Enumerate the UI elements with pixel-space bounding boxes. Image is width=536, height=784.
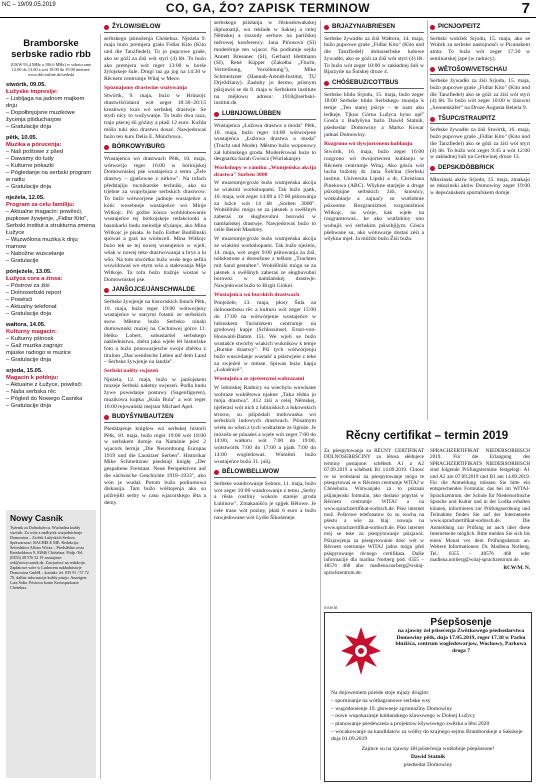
section-head-jansojce: JANŠOJCE/JÄNSCHWALDE — [104, 287, 206, 296]
ad-agenda-item: – planowanje pśedewześa a projektow kšywowego zwězka a lěto 2020 — [331, 721, 490, 728]
location-pin-icon — [214, 470, 219, 475]
column-4 — [430, 20, 530, 420]
ad-agenda-item: – wugódnośenje 19. głowneje zgromaźiny Domowiny — [331, 705, 453, 712]
schedule-item: – Gratulacije dnja — [6, 402, 52, 409]
schedule-item: – Dawamy do ludy — [6, 155, 54, 162]
section-head-tsupc: TŠUPC/STRAUPITZ — [430, 116, 530, 125]
section-body: W muzeumje/groźe bužo wumjeńska akcija ze wiakimi workshopami. Tak bužo njeźelu, 14. maja, wót zeger 9:00 pśitowanja za źiśi, nóbdostone a doreošone z tešlom „Trachten mit Sand gestalten". Wobźělniki mógu se za jałsnek a swělšnyh zaberaś ze sługbuvuhni borowki w namšańskej drastwje. Nawjedowaś bužo to Birgit Ginkel. — [214, 236, 316, 290]
header-rule — [0, 17, 536, 18]
column-2 — [214, 20, 316, 780]
imprint-title: Nowy Casnik — [10, 513, 63, 523]
schedule-subtitle: Muzika a pórucenja: — [6, 141, 62, 148]
section-body: Serbske hlido Srjodu, 15. maja, bužo zeger 18:00 Serbske hlido Serbskego muzeja k temje „Ten starej pśicje – te nam ako ledkeje. Tjkuo Górna Lužyca hyno opł" Gosća z Budyšyna bužo Dawid Statnik, pśedsedar Domowiny a Marko Kowar jadnaś Domowiny. — [324, 91, 424, 138]
column-1 — [104, 20, 206, 780]
section-head-chosebuz: CHÓŚEBUZ/COTTBUS — [324, 80, 424, 89]
section-body: Serbske žywadło za źiśi Stwórtk, 16. maja, bužo pupcowe graše „Fidlar Kito" (Kito und die Tanzfiedel) ako se góźi za źiśi wót styri (4) lět. To bužo wót zeger 9:45 a wót 12:00 w zakładnej šuli na Cerkwinej droze 13. — [430, 127, 530, 161]
schedule-item: mjaske radiogo w muzice — [6, 349, 72, 356]
article-title: Rěcny certifikat – termin 2019 — [345, 430, 509, 442]
location-pin-icon — [324, 81, 329, 86]
location-pin-icon — [430, 67, 435, 72]
schedule-item: – Aktualne magacin: powěsći, pupkowe žywjenje, „Fidlar Kito", Serbski institut a strukturna zmena Łužyce — [6, 208, 95, 236]
schedule-day: srjoda, 15.05. — [6, 367, 43, 374]
location-pin-icon — [104, 25, 109, 30]
section-body: Serbski wubžek Srjodu, 15. maja, ako se Wubrk za serbske nastojnosći w Picanskem amtu. To bužo wót zeger 17:30 w seminarskej jspe (w radnicy). — [430, 35, 530, 62]
schedule-item: – Aktualne z Łužyce, powěsći — [6, 381, 82, 388]
section-head-budysyn: BUDYŠYN/BAUTZEN — [104, 414, 206, 423]
imprint-box — [6, 510, 96, 778]
section-head-zylow: ŽYLOW/SIELOW — [104, 24, 206, 33]
schedule-subtitle: Łužyske impresije: — [6, 88, 58, 95]
article-body-right: SPRACHZERTIFIKAT NIEDERSORBISCH 2019. Für die Erlangung des SPRACHZERTIFIKATS NIEDERSORBISCH sind folgende Prüfungstermine festgelegt: A1 und A2 am 07.09.2019 und B1 am 14.09.2019. Für die Anmeldung müssen Sie bitte ein entsprechendes Formular, das bei im WITAJ-Sprachzentrum, der Schule für Niedersorbische Sprache und Kultur und in der Lodka erhalten können, informieren zur Prüfungsordnung und Teilnahme finden Sie auf der Internetseite www.sprachzertifikat-sorbisch.de. Die Anmeldung zur Prüfung ist auch über diese Internetseite möglich. Bitte melden Sie sich bis einen Monat vor dem Prüfungsdatum an. Weitere Informationen: Dr. Madlena Norberg, Tel.: 0355 – 48576 468 oder madlena.norberg@witaj-sprachzentrum.de. — [430, 448, 530, 563]
schedule-item: – Nabožne wuscełanje — [6, 250, 65, 257]
schedule-item: – Kulturny pśinosk — [6, 335, 54, 342]
schedule-subtitle: Program za celu familiju: — [6, 201, 75, 208]
domowina-logo-icon — [335, 621, 387, 681]
ad-agenda-item: – wócakowanje na kandidatow za wólby do krajnego sejmu Bramborskeje a Sakskeje dnja 01.09.2019 — [331, 728, 523, 742]
article-left-column — [324, 448, 424, 606]
ad-signer-role: pśedsedar Domowiny — [403, 762, 453, 769]
section-subhead: Rozgrono wó dywjorcenem kubłanju — [324, 140, 413, 147]
section-head-depsk: DEPSK/DÖBBRICK — [430, 165, 530, 174]
schedule-day: njeźela, 12.05. — [6, 194, 45, 201]
schedule-item: – Wuzwólona muzika k dnju mamow — [6, 236, 78, 250]
schedule-item: – Naša serbska rěc — [6, 388, 56, 395]
section-head-lubnjow: LUBNJOW/LÜBBEN — [214, 111, 316, 120]
section-body: Serbske žywjenje na historiskich fotach Pětk, 10. maja, bužo reger 19:00 wótworjeny wustajeńce w starymi fotami ze serbskich ssow. Městno bužo Serbsko ninski domowniski muzej na Cechniwej górce 11. Hetko Lobert, sobustaršel serbskego naklednistwa, zběra jako wjele lět historiske foto a bužo pónowarjesche swoju zběrku z titulom „Das wendische Leben auf dem Land – Serbske žywjenje na landźe". — [104, 299, 206, 366]
location-pin-icon — [430, 25, 435, 30]
column-divider — [100, 34, 101, 779]
schedule-item: – Pógled do Nowego Casnika — [6, 395, 83, 402]
schedule-day: pětk, 10.05. — [6, 134, 38, 141]
section-body: Pónjeźele, 13. maja, płosy Šula za dolnoserbsku rěc a kulturu wót zeger 15:00 do 17:00 na wótwórjenie wustajeńce w lubinskem Turistiskem centrumje na grodowej kupje (Schlossinsel, Ernst-von-Houwald-Damm 15). We wjeli se bužo wustašće stwórby wiakich wuknikow k temje „Burske drastwy". Pśi tych wótwórjenju bužo wuscedanje wustašć a pśistwjeśe z teke za swjeźeń w méase. Spiwas bużo kapja „Łokašnicë". — [214, 300, 316, 374]
invitation-ad — [324, 612, 532, 782]
section-body: serbskego pśisłanja w čěskosłowakskej diplomatiji, wó reklade w Saksej a celej Němskej a rozsudy serbow na parižskej měrowej konferency. Jana Pińosová (SI) moderěruje ten wjacor. Na podiumje sejdu Annett Bresanec (SI), Gerhard Hettmann (SI), René Küpper (Zakołba „Flucht, Vertreibung, Versöhnung"), Mike Schmeitzner (Hannah-Arendt-Institut, TU Drježdźany). Zasłuhy jo dermo, pśisnym pśizjawiś se do 8. maja w Serbskem institute na mějłowu adresu: 1918@serbski-institut.de. — [214, 20, 316, 107]
section-head-wetosow: WĚTOŠOW/VETSCHAU — [430, 67, 530, 76]
location-pin-icon — [430, 117, 435, 122]
schedule-item: – Gratulacije — [6, 257, 39, 264]
article-right-column — [430, 448, 530, 606]
section-body: Pśedstajenje knigłow wó serbskej historii Pětk, 10. maja, bužo reger 19:00 wót 18:00 w serbskem domje na Namśnie póst 2 wjacork lermja „Die Neuordnung Europas 1919 und die Lausitzer Serben". Historikar Mike Schmeitzner pśedstaji knigłę „Der gespaltene Freistaat. Neue Perspektiven auf die sächsische Geschichte 1918–1933", ako wón je wudał. Potom bužo podiumowa diskusija. Tam bužo wóštojenja ako su póžrejiłli serby w casu wjacorskego lěta a demy. — [104, 425, 206, 506]
radio-box-info: (UKW 93,4 MHz a 106,6 MHz) w sobotu rano 12.00 do 13.00 a wót 18.00 do 19.00 internet: www.rbb-online.de/serbski — [10, 62, 92, 78]
page-title: CO, GA, ŹO? ZAPISK TERMINOW — [165, 1, 371, 15]
ad-label: inserat — [324, 605, 338, 610]
section-body: Njeźela, 12. maja, bužo w janšojskem muzeje Serbski nałetny swjezeń. Podla budu žywe powedanje postawy (Sagenfiguren), muzikowa kupka „Kula Bula" a wót reger 16:00 rejowański mejstar Michael Apel. — [104, 376, 206, 410]
schedule-item: – Póstrow za źiśi — [6, 282, 50, 289]
schedule-item: – Lisbljaga na jadnom majkem dnju — [6, 95, 85, 109]
schedule-item: – Gratulacije dnja — [6, 123, 52, 130]
section-body: W muzeumje/groźe bužo wumjeńska akcija ze wiakimi workshopami. Tak bužo pjatk, 10. maja, wót zeger 14:00 a 17:00 pśitowanja za lužce wót 14 lět „Sorben 3000". Wobźělniki mógu se za jałsnek a swělšnyh zaberaś ze sługbuvuhni borowki w namšańskej drastwje. Nawjedowaś bužo to ceile Benoit Maubrey. — [214, 180, 316, 234]
schedule-item: – Aktualny telefonat — [6, 303, 57, 310]
schedule-subtitle: Magacin k połdnju: — [6, 374, 59, 381]
section-subhead: Workshopy w ramiku „Wumjeńska akcija drastwa" Sorben 3000 — [214, 165, 316, 178]
location-pin-icon — [214, 112, 219, 117]
location-pin-icon — [430, 166, 435, 171]
imprint-text: Tyźenik za Dolnolužycu. Wuchadna kuždy stwórtk. Za wóte a nadbytek wurjadnicharje Domowina – Zwězk Łužyskich Serbow. Spótwarnosć: RACHELE ME. Redakcija: Šefredaktor Alfons Wićaz – Pśedslědna cesta Reinholdowa 9, 03046 Chóśebuz. Pódp.-Tel. (0355) 48 576 52 19 wustajone: red@nowycasnik.de. Zawjartosć na redakcija. Zapłatowe wóte w Ludowem nakładnistwje Domowina GmbH – kontakt: tel. 035 91 / 57 72 70, dalšne informacije kuždy pisnjo. Anzeigen: Lutz Šołta. Póstowa konto Kreissparkasse Chóśebuz. — [10, 525, 89, 590]
schedule-item: – Dolnoserbski report — [6, 289, 62, 296]
section-body: Serbske wandrowanje Sobotu, 11. maja, bužo wót zeger 10:00 wandrowanje z temu „Serby a rěsła rostliny wokolo stareje groda Łubinow". Zmakanišćo je spjjek Bělowe. Je cełe traso wót poziny, płaśi 6 euro a bužo nawjedowane wót Lydie Šikośeneje. — [214, 481, 316, 521]
article-signoff: RCW/M. N. — [503, 565, 530, 572]
article-body-left: Za pśespytowanja za RĚCNY CERTIFIKAT DOLNOSERBŠĆINY za lětosa słědujece terminy postajone: schěbstk A1 a A2 07.09.2019 a schěbstk B1 14.09.2019. Chtosć ce so wobstaraś na pśespytowanje mógu te pśespytowaś se w Rěcnem centrumje WITAJ w Chóśebuzu. Wótwanjało za to pśiznan pśijanjenski formular, ako dostaśo pópytaś w Rěcnem centrumje WITAJ a na www.sprachzertifikat-sorbisch.de. Pśez internet mož. Poštrowe telefonatow śo su wocha na pšestu a wše za hlaj: nowaja na www.sprachzertifikat-sorbisch.de. Pśez internet mój se teke za pśespytowanje pśizjawiś. Pśizjawjenja za pśespytowanie dósć wót w Rěcnem centrumje WITAJ jadno mógu přeš pśispytowanje rěcnego certifikata. Dalše informacije dla marlisa Norberg pód. 0355 – 48576 468 abo: madlena.norberg@wsitaj-sprachzentrum.de. — [324, 448, 424, 576]
radio-schedule — [6, 82, 96, 410]
schedule-item: – Gratulacije dnja — [6, 183, 52, 190]
ad-subtitle: na zjawny źeł pśisećenja Zwězkowego pśedsedarstwa Domowiny pětk, dnja 17.05.2019, reger 17.30 w Parku błuźišća, centrum wogledowarjow, Wochowy, Parkowa droga 7 — [395, 628, 527, 654]
section-subhead: Spóznajomy drastwine wužywanja — [104, 84, 187, 91]
column-divider — [427, 20, 428, 420]
section-body: Serbske žywadło za źiśi Srjodu, 15. maja, bužo pupcowe graše „Fidlar Kito" (Kito und die Tanzfiedel) ako se góźi za źiśi wót styri (4) lět. To bužo wót zeger 10:00 w źiśowni „Sonnenkäfer" na Droze Augusta Bebela 9. — [430, 78, 530, 112]
radio-box-title: Bramborske serbske radio rbb — [11, 38, 91, 60]
schedule-item: – Naš poštowe z pšed — [6, 148, 64, 155]
section-body: Serbske žywadło za źiśi Wałtoru, 14. maja, bužo pupcowe graše „Fidlar Kito" (Kito und die Tanzfiedel) dolnoserbske ludowe žywadło, ako se góźi za źiśi wót styri (4) lět. To bužo wót zeger 10:00 w zakładnej šuli w Bjarzyńe na Šulskej droze 4. — [324, 35, 424, 76]
location-pin-icon — [104, 415, 109, 420]
section-head-brjazyna: BRJAZYNA/BRIESEN — [324, 24, 424, 33]
ad-intro: Na dnjowemem póréde stoje mjazy drugim: — [331, 690, 430, 696]
section-body: W lubinskej Radnicy su wiechylu wuwisane wobraze wuklětowa njakne „Taka rědna jo mója drastwa". 412 źiśi a celej Němskej, njeferasí wót nich z lubiniskich a łukowskich stroow, su pšipósłali molowanka wó serbskich ludowych drastwach. Pśisamym wiełu su wšen z tych wuštaźene ze ligtoźe. Je mózošo se pónaśeś a wjele wót zeger 7:00 do 14:00, wałtoru wót 7:00 do 19:00, wótstwórtk 7:00 do 17:00 a pjatk 7:00 do 14:00 wogledowaś. Wuměsti bužo wustajeńce bužo 31. julij. — [214, 384, 316, 465]
location-pin-icon — [104, 288, 109, 293]
schedule-item: – Gratulacije dnja — [6, 356, 52, 363]
radio-program-box — [6, 34, 96, 504]
location-pin-icon — [324, 25, 329, 30]
section-head-below: BĚLOW/BELLWOW — [214, 469, 316, 478]
ad-agenda-item: – nowe wupokazanje kubłanskego klawowego w Dolnej Łužycy — [331, 713, 476, 720]
column-divider — [210, 20, 211, 780]
ad-agenda-list — [331, 698, 525, 743]
schedule-subtitle: Kulturny magacin: — [6, 328, 57, 335]
schedule-subtitle: Łužyca cora a źinsa: — [6, 275, 63, 282]
column-3 — [324, 20, 424, 420]
column-divider — [320, 20, 321, 780]
section-body: Wustajeńca „Łužowa drastwa a moda" Pětk, 10. maja, bužo reger 14:00 wótworjene wustajeńca „Łužowa drastwa a moda" (Tracht und Mode). Městno bužo woponowy zał lubinskego groda. Moderěrowaś bużo to desgnarka Sarah Gwiscz (Wurlakanje). — [214, 122, 316, 163]
schedule-day: wałtora, 14.05. — [6, 321, 46, 328]
schedule-item: – Powěsći — [6, 296, 33, 303]
schedule-item: – Dopołbnjojsne muzikowe žycenja pšiducharjow — [6, 109, 75, 123]
section-head-borkowy: BÓRKOWY/BURG — [104, 144, 206, 153]
section-subhead: Wustajeńca ze zjeśeenymi wobrazami — [214, 376, 305, 383]
section-subhead: Wustajeńca wó burskich drastwach — [214, 291, 300, 298]
schedule-item: – Gratulacije dnja — [6, 310, 52, 317]
ad-closing: Zajmce su na zjawny źěł pśisećenja wutšobnje pśepšosone! — [361, 745, 495, 752]
section-body: Wustajeńca wó drastwach Pětk, 10. maja, wótworijo reger 16:00 w bórkojskej Domowniskej pśe wustajeńca z temu „Žele drastwy – gjatšowne z nitkow". Na tofach předstajiju rucnikarske techniki, ako su trjebne za wupyšnjane serbskich drastwow. To bužo wótworjene jadnoje wustajeńce a kóńc wosebneje wustajeńce wó Minje Witkojc. Pó góźbe kónca wobhlubowanie wustajeńce tej bórkojskeje redakcionki a basnikarki budu melodije sfyśanju, ako Mina Witkojc je pisała. Je bužo Esther Budišinski spówaś a graś na wiołnceli. Mina Witkojc bużo tek se tej nowej wustajeńce w wjeli, wšak w nowej teke drastwowanja a brys a lu wšo. Na tom stwórtku bužo wuše tego sefila wuwidowaś wo etym wšo a stałowanja Mije Witkoje. Ta tofa bužo tražnje wostaś w Domowniskej pśe. — [104, 155, 206, 283]
section-head-picnjo: PICNJO/PEITZ — [430, 24, 530, 33]
schedule-day: pónjeźele, 13.05. — [6, 268, 52, 275]
section-subhead: Serbski nalěty swjezeń — [104, 368, 159, 375]
section-body: serbskego pśinošenja Chóśebuz. Njeźela 9. maja bużo premjera grała Fidlar Kito (Kito und die Tanzfiedel). To jo pupcowe graše, ako se góźi za źiśi wót styri (4) lět. To buźo ako premjera wót reger 13:00 w horše žylojskeje šule. Drugi raz ga jog na 14:30 w Rěcnem centrumje Witaj w Mece. — [104, 35, 206, 82]
section-body: Stwórtk, 16. maja, bužo zeger 16:00 rozgrono wó dwujortecem kubłanju w Rěcnem centrumje Witaj. Ako gósća wót lucha bužotej dr. Jana Šołćina (Serbski institut, Universita Lipsk) a dr. Christiana Pinekowa (ABC). Wšykne starjejie a druge pśisobjujne serbskich źiśi, knosńcy, wótkubłarje a zajnaćy su wutšobnie pśisoome. Rozgraniżmoś rozgraniżmoś Witkojc, na wórje, kak wjele na rozgramtowaś.. ke ako wutšobiny ono wubujiś wó serbskim pśisobjijym. Gósća pšebwane su, ako wótuwarje dostaś zéśi a wšykna mjeł. Ja móždo bužo Źiśi bužo. — [324, 149, 424, 243]
schedule-item: – Pógledanje na serbski program w radiu — [6, 169, 92, 183]
schedule-item: – Gaž muzika zagrajo: — [6, 342, 64, 349]
ad-agenda-item: – spominanje na wótbagranowe serbske wsy — [331, 697, 431, 704]
page-number: 7 — [521, 0, 530, 17]
page-header — [0, 0, 536, 17]
location-pin-icon — [104, 145, 109, 150]
schedule-day: stwórtk, 09.05. — [6, 81, 46, 88]
schedule-item: – Kulturne pokazki — [6, 162, 54, 169]
ad-title: Pśepšosenje — [430, 617, 492, 628]
section-body: Młozinski aktiw Srjodu, 15. maja, zmakajo se młozinski aktiw Domowiny zeger 19:00 w depsćańskem sportařskem domje. — [430, 176, 530, 197]
issue-info: NC – 19/09.05.2019 — [2, 2, 56, 8]
section-body: Stwórtk, 9. maja, bużo w Hrinzojc drastwišćódarni wót zeger 18:30–20:15 kreatiwny kurs wó serbskej drastwje. Se stydi nicy to wužywanje. To bužo dwa raza, trajo pśecej tši góźiny a płaśi 12 euro. Kužda móšo tuki ako drastwu dosać. Nawjedowaś bużo ten kurs Delia E. Münchowa. — [104, 93, 206, 140]
ad-signer-name: Dawid Statnik — [410, 754, 446, 761]
